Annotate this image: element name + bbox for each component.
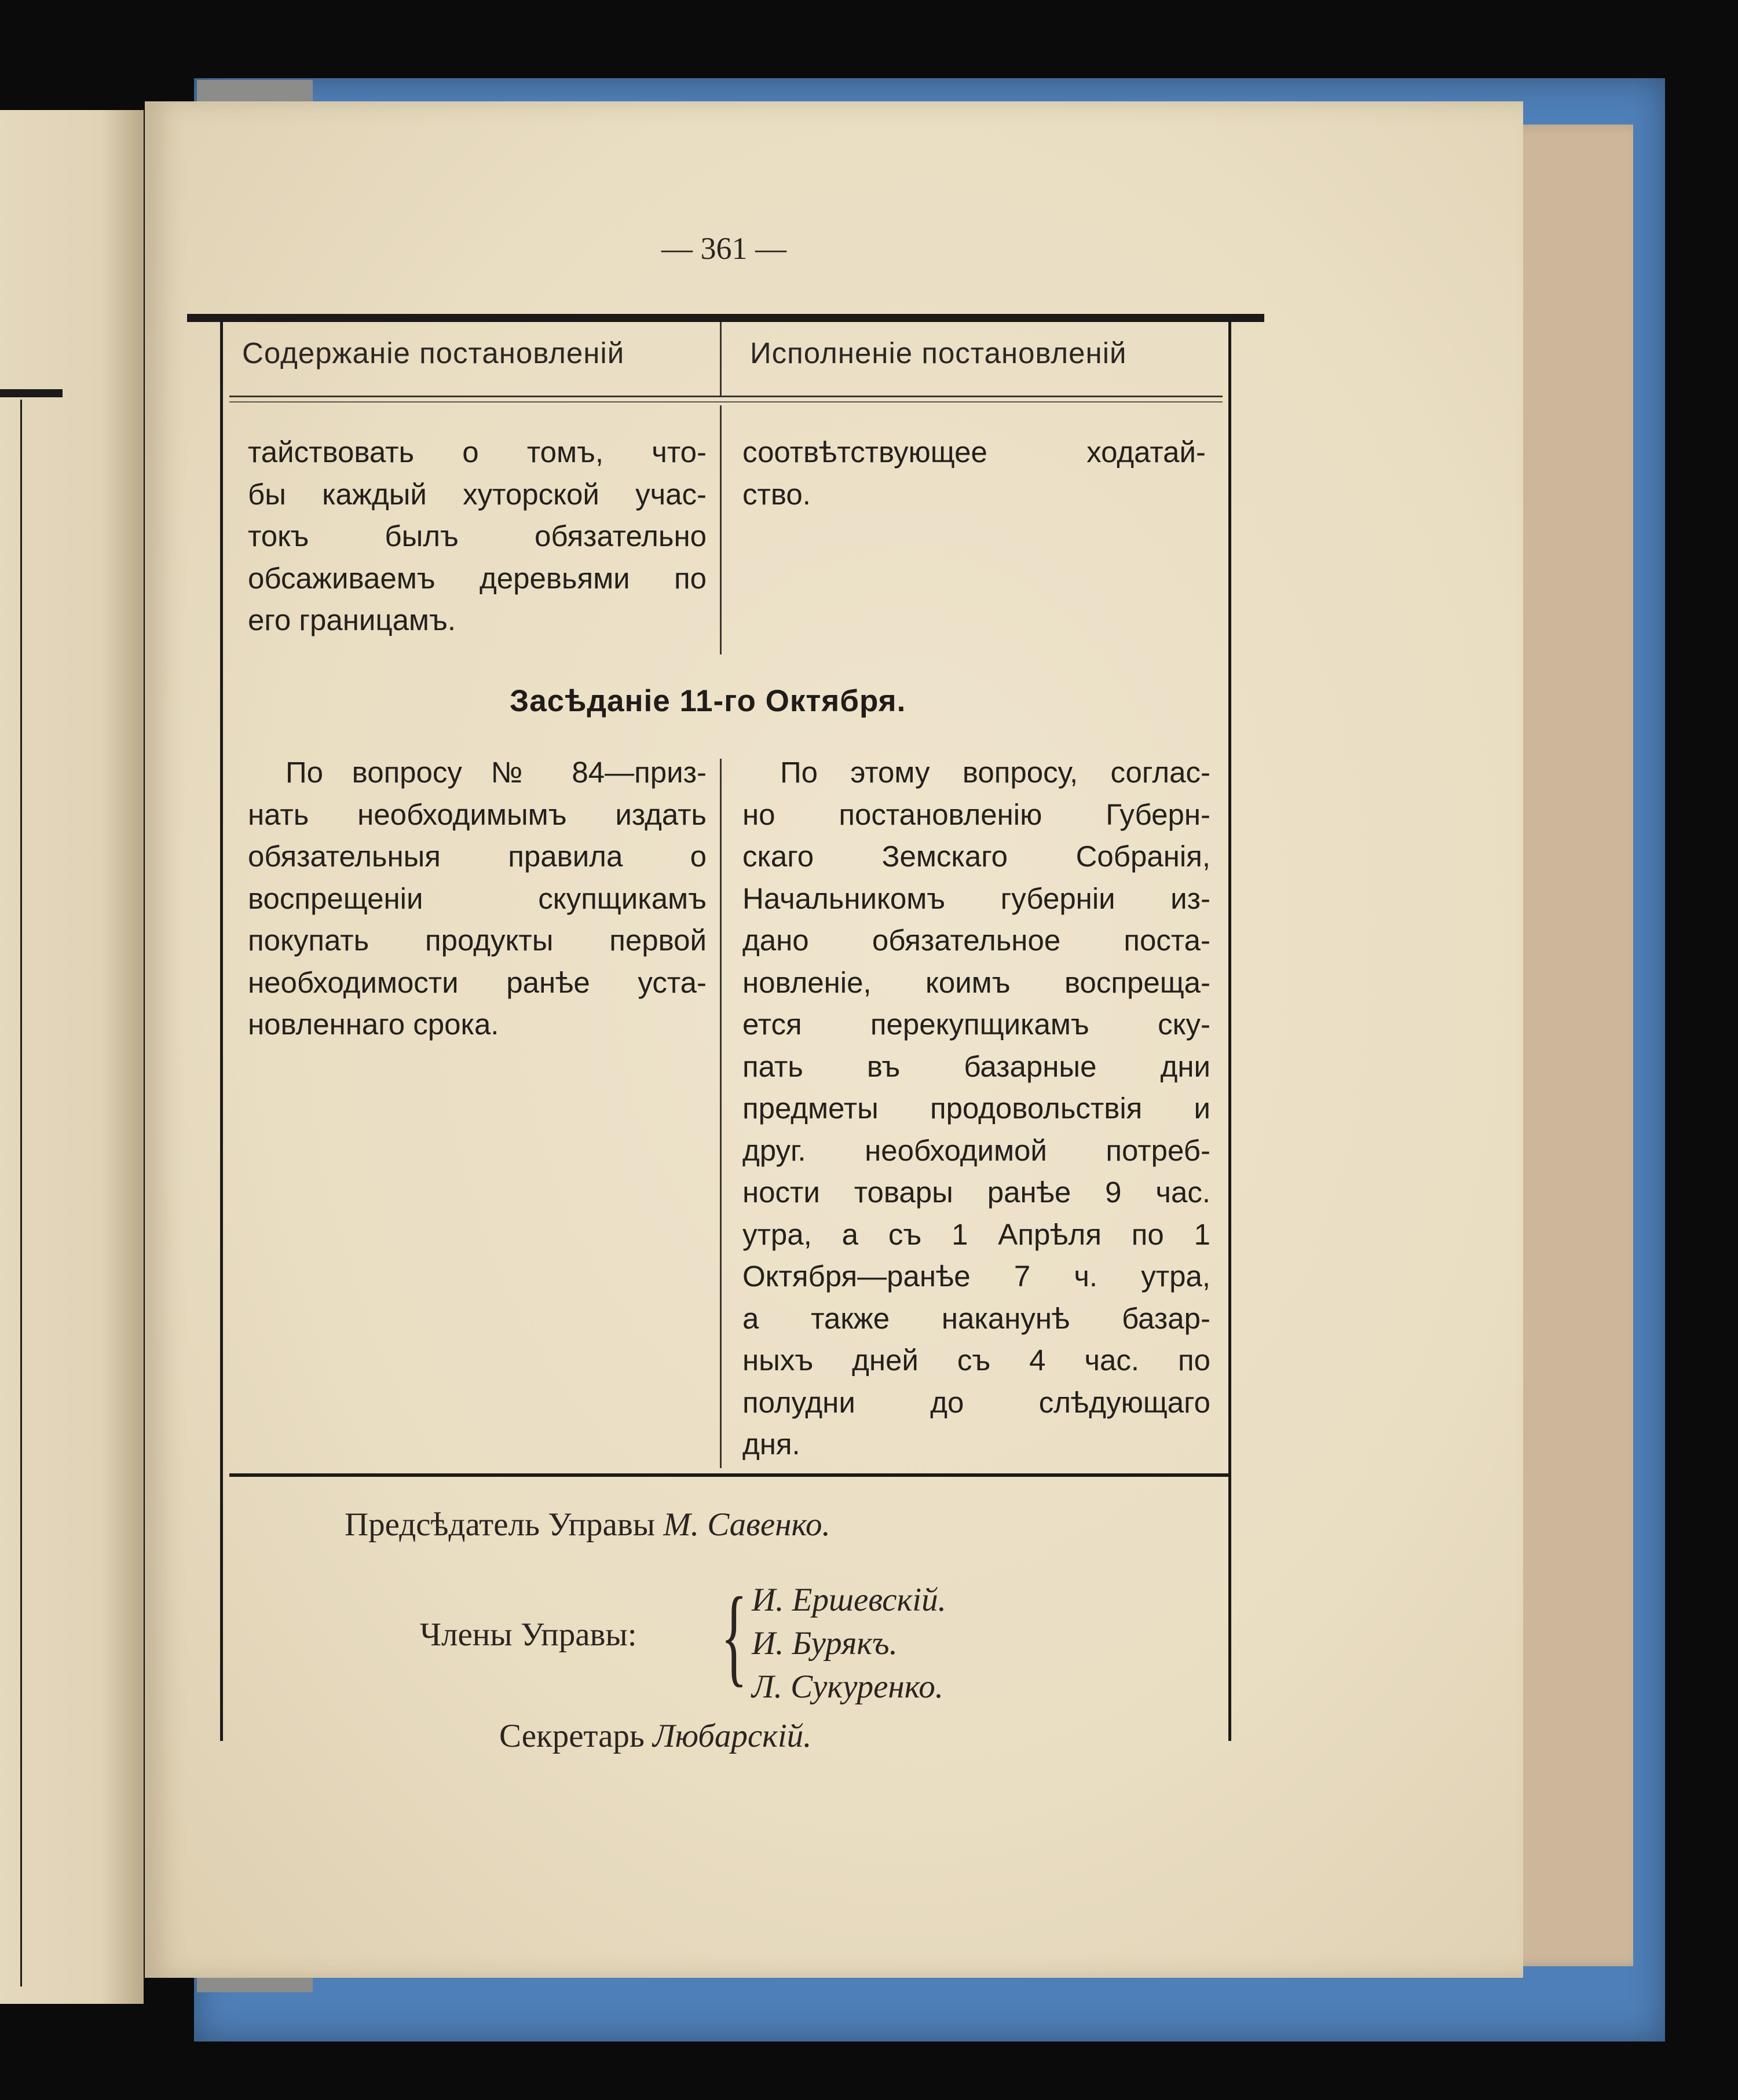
text-line: тайствовать о томъ, что- bbox=[248, 436, 707, 469]
column-header-contents: Содержаніе постановленій bbox=[242, 336, 625, 369]
table-top-rule bbox=[187, 314, 1264, 322]
text-line: новленнаго срока. bbox=[248, 1008, 499, 1041]
page-number: — 361 — bbox=[661, 231, 786, 266]
text-line: а также наканунѣ базар- bbox=[742, 1301, 1210, 1335]
text-line: По вопросу № 84—приз- bbox=[286, 756, 707, 789]
text-line: новленіе, коимъ воспреща- bbox=[742, 965, 1210, 999]
member-name: И. Бурякъ. bbox=[752, 1625, 898, 1662]
text-line: обязательныя правила о bbox=[248, 840, 707, 873]
text-line: необходимости ранѣе уста- bbox=[248, 965, 707, 999]
chair-name: М. Савенко. bbox=[663, 1506, 830, 1543]
text-line: пать въ базарные дни bbox=[742, 1049, 1210, 1083]
text-line: ство. bbox=[742, 477, 811, 511]
members-label: Члены Управы: bbox=[420, 1616, 637, 1653]
continuation-contents-cell bbox=[248, 431, 707, 642]
text-line: соотвѣтствующее ходатай- bbox=[742, 436, 1206, 469]
facing-page-rule bbox=[0, 389, 63, 397]
table-bottom-rule bbox=[229, 1473, 1228, 1477]
text-line: скаго Земскаго Собранія, bbox=[742, 840, 1210, 873]
secretary-label: Секретарь bbox=[499, 1718, 645, 1754]
text-line: бы каждый хуторской учас- bbox=[248, 477, 707, 511]
text-line: дано обязательное поста- bbox=[742, 924, 1210, 957]
text-line: полудни до слѣдующаго bbox=[742, 1385, 1210, 1419]
text-line: По этому вопросу, соглас- bbox=[780, 756, 1210, 789]
session-contents-cell bbox=[248, 752, 707, 1046]
text-line: нать необходимымъ издать bbox=[248, 797, 707, 831]
text-line: утра, а съ 1 Апрѣля по 1 bbox=[742, 1217, 1210, 1251]
member-name: И. Ершевскій. bbox=[752, 1582, 946, 1618]
text-line: ности товары ранѣе 9 час. bbox=[742, 1176, 1210, 1209]
text-line: но постановленію Губерн- bbox=[742, 797, 1210, 831]
chair-signature bbox=[345, 1506, 830, 1543]
header-rule bbox=[229, 396, 1223, 397]
table-border-right bbox=[1228, 322, 1231, 1741]
column-divider-header bbox=[720, 322, 722, 397]
text-line: ныхъ дней съ 4 час. по bbox=[742, 1344, 1210, 1377]
text-line: токъ былъ обязательно bbox=[248, 519, 707, 553]
continuation-execution-cell bbox=[742, 431, 1206, 515]
facing-page-left bbox=[0, 110, 144, 2004]
session-title: Засѣданіе 11-го Октября. bbox=[510, 684, 906, 718]
text-line: покупать продукты первой bbox=[248, 924, 707, 957]
facing-page-table-line bbox=[20, 400, 22, 1986]
chair-label: Предсѣдатель Управы bbox=[345, 1506, 656, 1543]
members-list bbox=[752, 1578, 946, 1708]
text-line: Октября—ранѣе 7 ч. утра, bbox=[742, 1260, 1210, 1293]
header-rule-secondary bbox=[229, 401, 1223, 403]
secretary-signature bbox=[499, 1717, 811, 1755]
column-header-execution: Исполненіе постановленій bbox=[750, 336, 1127, 369]
text-line: его границамъ. bbox=[248, 603, 456, 636]
session-execution-cell bbox=[742, 752, 1210, 1466]
text-line: ется перекупщикамъ ску- bbox=[742, 1008, 1210, 1041]
secretary-name: Любарскій. bbox=[653, 1718, 812, 1754]
text-line: воспрещеніи скупщикамъ bbox=[248, 881, 707, 915]
column-divider-continuation bbox=[720, 405, 722, 654]
text-line: обсаживаемъ деревьями по bbox=[248, 561, 707, 595]
member-name: Л. Сукуренко. bbox=[752, 1669, 943, 1705]
text-line: Начальникомъ губерніи из- bbox=[742, 881, 1210, 915]
text-line: друг. необходимой потреб- bbox=[742, 1133, 1210, 1167]
text-line: дня. bbox=[742, 1428, 800, 1461]
column-divider-session bbox=[720, 759, 722, 1468]
table-border-left bbox=[220, 322, 223, 1741]
text-line: предметы продовольствія и bbox=[742, 1092, 1210, 1125]
members-brace: { bbox=[720, 1575, 748, 1697]
